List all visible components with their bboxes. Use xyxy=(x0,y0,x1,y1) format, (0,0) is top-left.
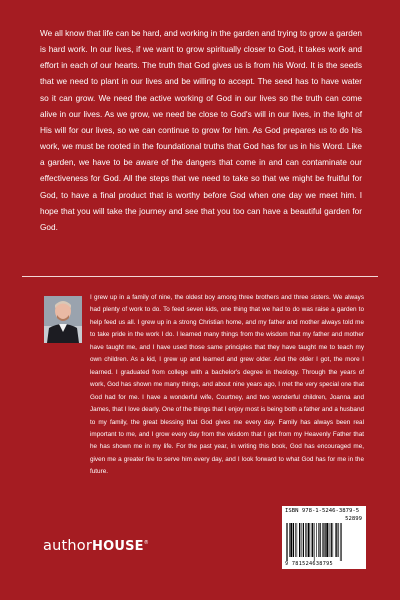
barcode-bar xyxy=(305,523,306,557)
barcode-bar xyxy=(312,523,313,557)
back-cover-blurb: We all know that life can be hard, and working in the garden and trying to grow a garden is hard work. In our lives, if we want to grow spiritually closer to God, it takes work and effort in each of our hearts. The truth that God gives us is from his Word. It is the seeds that we need to plant in our lives and be willing to accept. The seed has to have water so it can grow. We need the active working of God in our lives so the truth can come alive in our lives. As we grow, we need be close to God's will in our lives, in the light of His will for our lives, so we can continue to grow for him. As God prepares us to do his work, we must be rooted in the foundational truths that God has for us in his Word. Like a garden, we have to be aware of the dangers that come in and can contaminate our effectiveness for God. All the steps that we need to take so that we might be fruitful for God, to have a final product that is worthy before God when one day we meet him. I hope that you will take the journey and see that you too can have a beautiful garden for God. xyxy=(40,29,362,232)
barcode-bar xyxy=(316,523,317,557)
barcode-bar xyxy=(289,523,290,557)
ean-right: 638795 xyxy=(312,561,333,567)
barcode-bar xyxy=(295,523,296,557)
barcode-bars xyxy=(284,523,364,561)
barcode-bar xyxy=(311,523,312,557)
barcode-bar xyxy=(333,523,334,557)
barcode-bar xyxy=(303,523,304,557)
isbn-label: ISBN 978-1-5246-3879-5 xyxy=(285,508,360,514)
price-code: 52899 xyxy=(345,516,362,522)
barcode-bar xyxy=(318,523,319,557)
barcode-bar xyxy=(314,523,315,561)
barcode-bar xyxy=(335,523,336,557)
barcode-bar xyxy=(299,523,300,557)
barcode-bar xyxy=(290,523,292,557)
barcode-bar xyxy=(308,523,310,557)
section-divider xyxy=(22,276,378,277)
barcode-bar xyxy=(324,523,325,557)
ean-digits xyxy=(285,561,333,567)
barcode-bar xyxy=(323,523,324,557)
registered-mark: ® xyxy=(143,540,149,547)
barcode-bar xyxy=(336,523,337,557)
barcode-bar xyxy=(287,523,288,561)
barcode-bar xyxy=(331,523,332,557)
isbn-barcode xyxy=(282,506,366,569)
ean-left: 9 xyxy=(285,561,289,567)
barcode-bar xyxy=(329,523,330,557)
publisher-logo xyxy=(43,538,149,554)
barcode-bar xyxy=(341,523,342,561)
publisher-logo-part1: author xyxy=(43,538,92,554)
author-bio: I grew up in a family of nine, the oldest boy among three brothers and three sisters. We always had plenty of work to do. To feed seven kids, one thing that we had to do was raise a garden to help feed us all. I grew up in a strong Christian home, and my father and mother always told me to take pride in the work I do. I learned many things from the wisdom that my father and mother have taught me, and I have used those same principles that they have taught me to teach my own children. As a kid, I grew up and learned and grew older. And the older I got, the more I learned. I graduated from college with a bachelor's degree in theology. Through the years of work, God has shown me many things, and about nine years ago, I met the very special one that God had for me. I have a wonderful wife, Courtney, and two wonderful children, Joanna and James, that I love dearly. One of the things that I enjoy most is being both a father and a husband to my family, the great blessing that God gives me every day. Family has always been real important to me, and I grow every day from the wisdom that I get from my Heavenly Father that he has shown me in my life. For the past year, in writing this book, God has encouraged me, given me a greater fire to serve him every day, and I look forward to what God has for me in the future. xyxy=(90,294,364,476)
ean-middle: 781524 xyxy=(291,561,313,567)
barcode-bar xyxy=(301,523,302,557)
barcode-bar xyxy=(286,523,287,561)
barcode-bar xyxy=(297,523,298,557)
publisher-logo-part2: HOUSE xyxy=(91,539,144,554)
barcode-bar xyxy=(326,523,328,557)
author-portrait-image xyxy=(44,296,82,343)
barcode-bar xyxy=(306,523,307,557)
barcode-bar xyxy=(338,523,339,557)
barcode-bar xyxy=(293,523,294,557)
author-photo xyxy=(44,296,82,343)
barcode-bar xyxy=(319,523,320,557)
barcode-bar xyxy=(322,523,323,557)
barcode-bar xyxy=(340,523,341,561)
